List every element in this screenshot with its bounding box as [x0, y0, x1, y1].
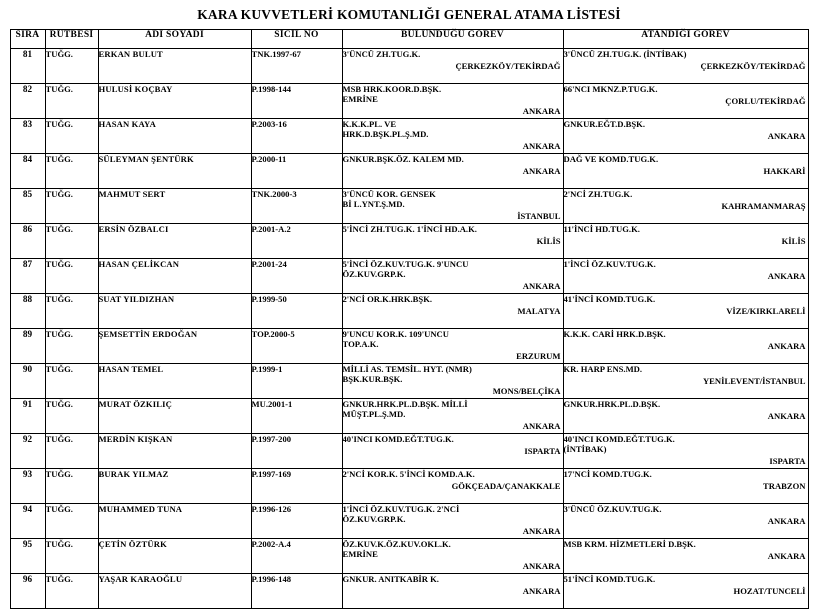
cell-ad-soyad: HASAN KAYA — [98, 119, 251, 154]
cell-atandigi-gorev-line: 1'İNCİ ÖZ.KUV.TUG.K. — [563, 259, 656, 269]
cell-atandigi-gorev-lines — [564, 434, 808, 455]
table-row — [10, 469, 808, 504]
cell-atandigi-gorev-line: GNKUR.HRK.PL.D.BŞK. — [563, 399, 661, 409]
cell-bulundugu-gorev-line: GNKUR.BŞK.ÖZ. KALEM MD. — [342, 154, 464, 164]
cell-atandigi-gorev-line: 40'INCI KOMD.EĞT.TUG.K. — [563, 434, 675, 444]
cell-atandigi-gorev-location: ANKARA — [767, 341, 806, 352]
cell-bulundugu-gorev — [342, 504, 563, 539]
cell-sira: 91 — [10, 399, 45, 434]
cell-atandigi-gorev-content — [564, 154, 808, 182]
cell-bulundugu-gorev-line: EMRİNE — [342, 549, 378, 560]
cell-atandigi-gorev-content — [564, 224, 808, 252]
table-row — [10, 504, 808, 539]
cell-bulundugu-gorev-content — [343, 294, 563, 322]
cell-rutbe: TUĞG. — [45, 539, 98, 574]
cell-sicil-no: P.1999-1 — [251, 364, 342, 399]
assignment-table — [10, 29, 809, 609]
table-row — [10, 574, 808, 609]
cell-bulundugu-gorev-content — [343, 84, 563, 116]
cell-bulundugu-gorev-line: 3'ÜNCÜ ZH.TUG.K. — [342, 49, 421, 59]
cell-sicil-no: MU.2001-1 — [251, 399, 342, 434]
cell-bulundugu-gorev — [342, 399, 563, 434]
page-title: KARA KUVVETLERİ KOMUTANLIĞI GENERAL ATAMA LİSTESİ — [197, 7, 621, 22]
cell-atandigi-gorev-location: VİZE/KIRKLARELİ — [726, 306, 806, 317]
cell-bulundugu-gorev-lines — [343, 539, 563, 560]
cell-atandigi-gorev-line: K.K.K. CARİ HRK.D.BŞK. — [563, 329, 666, 339]
cell-bulundugu-gorev-line: GNKUR.HRK.PL.D.BŞK. MİLLİ — [342, 399, 468, 409]
cell-ad-soyad: ERSİN ÖZBALCI — [98, 224, 251, 259]
cell-atandigi-gorev-location: YENİLEVENT/İSTANBUL — [702, 376, 806, 387]
cell-ad-soyad: ERKAN BULUT — [98, 49, 251, 84]
cell-atandigi-gorev-location: KAHRAMANMARAŞ — [721, 201, 806, 212]
cell-sicil-no: P.2002-A.4 — [251, 539, 342, 574]
cell-atandigi-gorev-line: (İNTİBAK) — [563, 444, 607, 455]
table-row — [10, 224, 808, 259]
cell-sira: 88 — [10, 294, 45, 329]
cell-bulundugu-gorev-line: 1'İNCİ ÖZ.KUV.TUG.K. 2'NCİ — [342, 504, 460, 514]
table-row — [10, 84, 808, 119]
cell-atandigi-gorev-line: 66'NCI MKNZ.P.TUG.K. — [563, 84, 658, 94]
cell-bulundugu-gorev-location: ANKARA — [522, 140, 561, 151]
cell-atandigi-gorev-lines — [564, 504, 808, 514]
cell-bulundugu-gorev-lines — [343, 189, 563, 210]
cell-bulundugu-gorev-lines — [343, 504, 563, 525]
cell-atandigi-gorev-location: ISPARTA — [769, 455, 806, 466]
table-row — [10, 539, 808, 574]
cell-atandigi-gorev — [563, 574, 808, 609]
cell-ad-soyad: SUAT YILDIZHAN — [98, 294, 251, 329]
cell-atandigi-gorev-line: 17'NCİ KOMD.TUG.K. — [563, 469, 652, 479]
cell-atandigi-gorev-lines — [564, 119, 808, 129]
cell-bulundugu-gorev-content — [343, 469, 563, 497]
cell-atandigi-gorev-content — [564, 364, 808, 392]
cell-bulundugu-gorev-line: MİLLİ AS. TEMSİL. HYT. (NMR) — [342, 364, 472, 374]
cell-bulundugu-gorev — [342, 364, 563, 399]
cell-bulundugu-gorev-lines — [343, 49, 563, 59]
cell-atandigi-gorev-line: KR. HARP ENS.MD. — [563, 364, 643, 374]
cell-bulundugu-gorev-location: ANKARA — [522, 560, 561, 571]
cell-atandigi-gorev-line: 2'NCİ ZH.TUG.K. — [563, 189, 633, 199]
cell-sicil-no: TNK.2000-3 — [251, 189, 342, 224]
cell-bulundugu-gorev-line: ÖZ.KUV.GRP.K. — [342, 269, 406, 280]
cell-atandigi-gorev-location: ANKARA — [767, 271, 806, 282]
column-header-ad-soyad: ADI SOYADI — [98, 30, 251, 49]
table-body — [10, 49, 808, 609]
cell-bulundugu-gorev-location: İSTANBUL — [517, 210, 561, 221]
cell-atandigi-gorev-content — [564, 259, 808, 287]
cell-bulundugu-gorev-content — [343, 574, 563, 602]
cell-atandigi-gorev-lines — [564, 574, 808, 584]
cell-ad-soyad: YAŞAR KARAOĞLU — [98, 574, 251, 609]
cell-bulundugu-gorev-line: 5'İNCİ ZH.TUG.K. 1'İNCİ HD.A.K. — [342, 224, 477, 234]
cell-bulundugu-gorev-location: ANKARA — [522, 166, 561, 177]
cell-bulundugu-gorev-location: ERZURUM — [516, 350, 561, 361]
cell-sira: 89 — [10, 329, 45, 364]
cell-bulundugu-gorev — [342, 329, 563, 364]
cell-rutbe: TUĞG. — [45, 469, 98, 504]
cell-bulundugu-gorev-lines — [343, 119, 563, 140]
table-row — [10, 119, 808, 154]
cell-ad-soyad: ŞEMSETTİN ERDOĞAN — [98, 329, 251, 364]
cell-bulundugu-gorev-line: MÜŞT.PL.Ş.MD. — [342, 409, 406, 420]
cell-sicil-no: P.1996-148 — [251, 574, 342, 609]
cell-bulundugu-gorev-content — [343, 504, 563, 536]
cell-rutbe: TUĞG. — [45, 259, 98, 294]
table-row — [10, 434, 808, 469]
column-header-atandigi-gorev: ATANDIĞI GÖREV — [563, 30, 808, 49]
cell-bulundugu-gorev — [342, 434, 563, 469]
cell-atandigi-gorev-line: 51'İNCİ KOMD.TUG.K. — [563, 574, 656, 584]
cell-sira: 96 — [10, 574, 45, 609]
cell-sicil-no: P.1998-144 — [251, 84, 342, 119]
cell-atandigi-gorev-lines — [564, 189, 808, 199]
table-row — [10, 154, 808, 189]
cell-bulundugu-gorev-lines — [343, 329, 563, 350]
cell-bulundugu-gorev-lines — [343, 574, 563, 584]
cell-bulundugu-gorev-line: TOP.A.K. — [342, 339, 379, 350]
cell-ad-soyad: MURAT ÖZKILIÇ — [98, 399, 251, 434]
cell-atandigi-gorev-content — [564, 189, 808, 217]
cell-atandigi-gorev-line: DAĞ VE KOMD.TUG.K. — [563, 154, 659, 164]
cell-atandigi-gorev — [563, 49, 808, 84]
cell-rutbe: TUĞG. — [45, 364, 98, 399]
cell-sicil-no: P.1996-126 — [251, 504, 342, 539]
cell-rutbe: TUĞG. — [45, 154, 98, 189]
cell-atandigi-gorev-lines — [564, 399, 808, 409]
table-row — [10, 364, 808, 399]
cell-atandigi-gorev — [563, 539, 808, 574]
cell-atandigi-gorev-lines — [564, 329, 808, 339]
cell-bulundugu-gorev-line: GNKUR. ANITKABİR K. — [342, 574, 439, 584]
cell-bulundugu-gorev-line: 40'INCI KOMD.EĞT.TUG.K. — [342, 434, 454, 444]
cell-bulundugu-gorev-location: ISPARTA — [524, 446, 561, 457]
cell-bulundugu-gorev-location: ANKARA — [522, 280, 561, 291]
cell-sira: 81 — [10, 49, 45, 84]
cell-ad-soyad: HASAN ÇELİKCAN — [98, 259, 251, 294]
cell-ad-soyad: HASAN TEMEL — [98, 364, 251, 399]
cell-bulundugu-gorev-line: 5'İNCİ ÖZ.KUV.TUG.K. 9'UNCU — [342, 259, 469, 269]
cell-sira: 83 — [10, 119, 45, 154]
cell-atandigi-gorev-lines — [564, 364, 808, 374]
cell-rutbe: TUĞG. — [45, 294, 98, 329]
cell-sicil-no: P.1997-169 — [251, 469, 342, 504]
column-header-sicil-no: SİCİL NO — [251, 30, 342, 49]
cell-bulundugu-gorev-content — [343, 259, 563, 291]
cell-ad-soyad: HULUSİ KOÇBAY — [98, 84, 251, 119]
cell-atandigi-gorev-location: ANKARA — [767, 551, 806, 562]
cell-bulundugu-gorev — [342, 469, 563, 504]
cell-atandigi-gorev-lines — [564, 154, 808, 164]
cell-atandigi-gorev-location: ANKARA — [767, 131, 806, 142]
cell-bulundugu-gorev-line: 3'ÜNCÜ KOR. GENSEK — [342, 189, 436, 199]
cell-sicil-no: P.2000-11 — [251, 154, 342, 189]
cell-bulundugu-gorev-content — [343, 539, 563, 571]
cell-atandigi-gorev-content — [564, 84, 808, 112]
cell-atandigi-gorev-location: ÇERKEZKÖY/TEKİRDAĞ — [700, 61, 806, 72]
column-header-rutbe: RÜTBESİ — [45, 30, 98, 49]
cell-sira: 90 — [10, 364, 45, 399]
cell-bulundugu-gorev-lines — [343, 84, 563, 105]
cell-sicil-no: P.2003-16 — [251, 119, 342, 154]
cell-bulundugu-gorev-line: 2'NCİ KOR.K. 5'İNCİ KOMD.A.K. — [342, 469, 475, 479]
cell-atandigi-gorev-lines — [564, 294, 808, 304]
cell-sicil-no: P.1999-50 — [251, 294, 342, 329]
cell-atandigi-gorev-line: 11'İNCİ HD.TUG.K. — [563, 224, 640, 234]
table-header-row — [10, 30, 808, 49]
cell-bulundugu-gorev-line: ÖZ.KUV.GRP.K. — [342, 514, 406, 525]
cell-bulundugu-gorev-location: ANKARA — [522, 586, 561, 597]
cell-atandigi-gorev — [563, 294, 808, 329]
cell-bulundugu-gorev — [342, 154, 563, 189]
cell-atandigi-gorev — [563, 154, 808, 189]
cell-bulundugu-gorev-location: ANKARA — [522, 105, 561, 116]
cell-bulundugu-gorev-line: 2'NCİ OR.K.HRK.BŞK. — [342, 294, 433, 304]
cell-bulundugu-gorev — [342, 224, 563, 259]
document-page — [0, 7, 818, 597]
cell-sira: 94 — [10, 504, 45, 539]
table-row — [10, 189, 808, 224]
cell-bulundugu-gorev — [342, 49, 563, 84]
cell-atandigi-gorev-line: 41'İNCİ KOMD.TUG.K. — [563, 294, 656, 304]
cell-sira: 82 — [10, 84, 45, 119]
cell-atandigi-gorev-line: 3'ÜNCÜ ZH.TUG.K. (İNTİBAK) — [563, 49, 687, 59]
cell-rutbe: TUĞG. — [45, 84, 98, 119]
table-row — [10, 259, 808, 294]
cell-atandigi-gorev-location: HOZAT/TUNCELİ — [733, 586, 806, 597]
cell-bulundugu-gorev-location: GÖKÇEADA/ÇANAKKALE — [451, 481, 561, 492]
table-row — [10, 399, 808, 434]
cell-bulundugu-gorev — [342, 259, 563, 294]
cell-atandigi-gorev — [563, 504, 808, 539]
cell-bulundugu-gorev-location: ANKARA — [522, 525, 561, 536]
cell-bulundugu-gorev — [342, 84, 563, 119]
cell-bulundugu-gorev-line: K.K.K.PL. VE — [342, 119, 397, 129]
cell-bulundugu-gorev-content — [343, 434, 563, 462]
cell-rutbe: TUĞG. — [45, 399, 98, 434]
cell-sira: 93 — [10, 469, 45, 504]
cell-bulundugu-gorev-lines — [343, 434, 563, 444]
cell-atandigi-gorev-location: TRABZON — [763, 481, 806, 492]
cell-sicil-no: TNK.1997-67 — [251, 49, 342, 84]
cell-bulundugu-gorev-content — [343, 189, 563, 221]
cell-bulundugu-gorev-line: BŞK.KUR.BŞK. — [342, 374, 403, 385]
cell-sira: 87 — [10, 259, 45, 294]
column-header-bulundugu-gorev: BULUNDUĞU GÖREV — [342, 30, 563, 49]
cell-atandigi-gorev-content — [564, 434, 808, 466]
cell-bulundugu-gorev-location: ANKARA — [522, 420, 561, 431]
cell-bulundugu-gorev-lines — [343, 469, 563, 479]
cell-atandigi-gorev-line: 3'ÜNCÜ ÖZ.KUV.TUG.K. — [563, 504, 662, 514]
cell-bulundugu-gorev-line: HRK.D.BŞK.PL.Ş.MD. — [342, 129, 429, 140]
cell-sira: 85 — [10, 189, 45, 224]
cell-bulundugu-gorev-lines — [343, 399, 563, 420]
cell-bulundugu-gorev-lines — [343, 294, 563, 304]
cell-bulundugu-gorev-line: MSB HRK.KOOR.D.BŞK. — [342, 84, 442, 94]
cell-bulundugu-gorev — [342, 574, 563, 609]
cell-bulundugu-gorev-content — [343, 154, 563, 182]
cell-atandigi-gorev-line: MSB KRM. HİZMETLERİ D.BŞK. — [563, 539, 696, 549]
cell-atandigi-gorev-location: KİLİS — [781, 236, 806, 247]
cell-rutbe: TUĞG. — [45, 329, 98, 364]
cell-bulundugu-gorev — [342, 539, 563, 574]
cell-atandigi-gorev — [563, 259, 808, 294]
cell-bulundugu-gorev-content — [343, 224, 563, 252]
column-header-sira: SIRA — [10, 30, 45, 49]
table-row — [10, 49, 808, 84]
cell-atandigi-gorev-content — [564, 49, 808, 77]
cell-bulundugu-gorev-line: Bİ L.YNT.Ş.MD. — [342, 199, 405, 210]
cell-atandigi-gorev — [563, 329, 808, 364]
cell-atandigi-gorev-location: ANKARA — [767, 411, 806, 422]
cell-rutbe: TUĞG. — [45, 224, 98, 259]
cell-atandigi-gorev-content — [564, 504, 808, 532]
cell-atandigi-gorev-content — [564, 119, 808, 147]
cell-sira: 92 — [10, 434, 45, 469]
cell-ad-soyad: ÇETİN ÖZTÜRK — [98, 539, 251, 574]
table-row — [10, 294, 808, 329]
cell-atandigi-gorev-location: ANKARA — [767, 516, 806, 527]
cell-atandigi-gorev — [563, 364, 808, 399]
cell-atandigi-gorev — [563, 434, 808, 469]
cell-bulundugu-gorev — [342, 189, 563, 224]
cell-atandigi-gorev-lines — [564, 469, 808, 479]
cell-atandigi-gorev-content — [564, 329, 808, 357]
cell-bulundugu-gorev-content — [343, 364, 563, 396]
cell-bulundugu-gorev — [342, 294, 563, 329]
cell-rutbe: TUĞG. — [45, 49, 98, 84]
cell-sira: 95 — [10, 539, 45, 574]
cell-atandigi-gorev-content — [564, 294, 808, 322]
cell-bulundugu-gorev-line: 9'UNCU KOR.K. 109'UNCU — [342, 329, 449, 339]
cell-atandigi-gorev — [563, 224, 808, 259]
table-row — [10, 329, 808, 364]
cell-bulundugu-gorev-lines — [343, 364, 563, 385]
cell-ad-soyad: MUHAMMED TUNA — [98, 504, 251, 539]
cell-sira: 84 — [10, 154, 45, 189]
cell-sicil-no: P.1997-200 — [251, 434, 342, 469]
cell-atandigi-gorev-lines — [564, 539, 808, 549]
cell-ad-soyad: BURAK YILMAZ — [98, 469, 251, 504]
cell-bulundugu-gorev-location: MONS/BELÇİKA — [492, 385, 561, 396]
cell-atandigi-gorev-content — [564, 539, 808, 567]
cell-bulundugu-gorev-content — [343, 399, 563, 431]
cell-atandigi-gorev-lines — [564, 224, 808, 234]
cell-atandigi-gorev-lines — [564, 259, 808, 269]
cell-atandigi-gorev-lines — [564, 84, 808, 94]
cell-atandigi-gorev-lines — [564, 49, 808, 59]
cell-rutbe: TUĞG. — [45, 119, 98, 154]
cell-bulundugu-gorev-content — [343, 329, 563, 361]
cell-ad-soyad: SÜLEYMAN ŞENTÜRK — [98, 154, 251, 189]
cell-bulundugu-gorev-content — [343, 119, 563, 151]
cell-bulundugu-gorev-location: ÇERKEZKÖY/TEKİRDAĞ — [455, 61, 561, 72]
cell-bulundugu-gorev-content — [343, 49, 563, 77]
cell-bulundugu-gorev-line: EMRİNE — [342, 94, 378, 105]
cell-sicil-no: P.2001-24 — [251, 259, 342, 294]
cell-rutbe: TUĞG. — [45, 574, 98, 609]
cell-atandigi-gorev — [563, 399, 808, 434]
cell-atandigi-gorev-location: ÇORLU/TEKİRDAĞ — [725, 96, 806, 107]
cell-atandigi-gorev-line: GNKUR.EĞT.D.BŞK. — [563, 119, 645, 129]
cell-bulundugu-gorev-line: ÖZ.KUV.K.ÖZ.KUV.OKL.K. — [342, 539, 451, 549]
cell-bulundugu-gorev-location: MALATYA — [517, 306, 561, 317]
cell-bulundugu-gorev-lines — [343, 224, 563, 234]
cell-bulundugu-gorev-location: KİLİS — [536, 236, 561, 247]
cell-bulundugu-gorev-lines — [343, 259, 563, 280]
cell-atandigi-gorev-content — [564, 399, 808, 427]
cell-bulundugu-gorev-lines — [343, 154, 563, 164]
cell-atandigi-gorev-content — [564, 574, 808, 602]
cell-rutbe: TUĞG. — [45, 189, 98, 224]
cell-ad-soyad: MERDİN KIŞKAN — [98, 434, 251, 469]
cell-atandigi-gorev — [563, 189, 808, 224]
cell-sira: 86 — [10, 224, 45, 259]
cell-rutbe: TUĞG. — [45, 434, 98, 469]
cell-bulundugu-gorev — [342, 119, 563, 154]
cell-rutbe: TUĞG. — [45, 504, 98, 539]
cell-atandigi-gorev — [563, 119, 808, 154]
cell-atandigi-gorev-content — [564, 469, 808, 497]
cell-atandigi-gorev-location: HAKKARİ — [763, 166, 806, 177]
cell-atandigi-gorev — [563, 469, 808, 504]
cell-sicil-no: P.2001-A.2 — [251, 224, 342, 259]
cell-sicil-no: TOP.2000-5 — [251, 329, 342, 364]
cell-atandigi-gorev — [563, 84, 808, 119]
cell-ad-soyad: MAHMUT SERT — [98, 189, 251, 224]
table-header — [10, 30, 808, 49]
